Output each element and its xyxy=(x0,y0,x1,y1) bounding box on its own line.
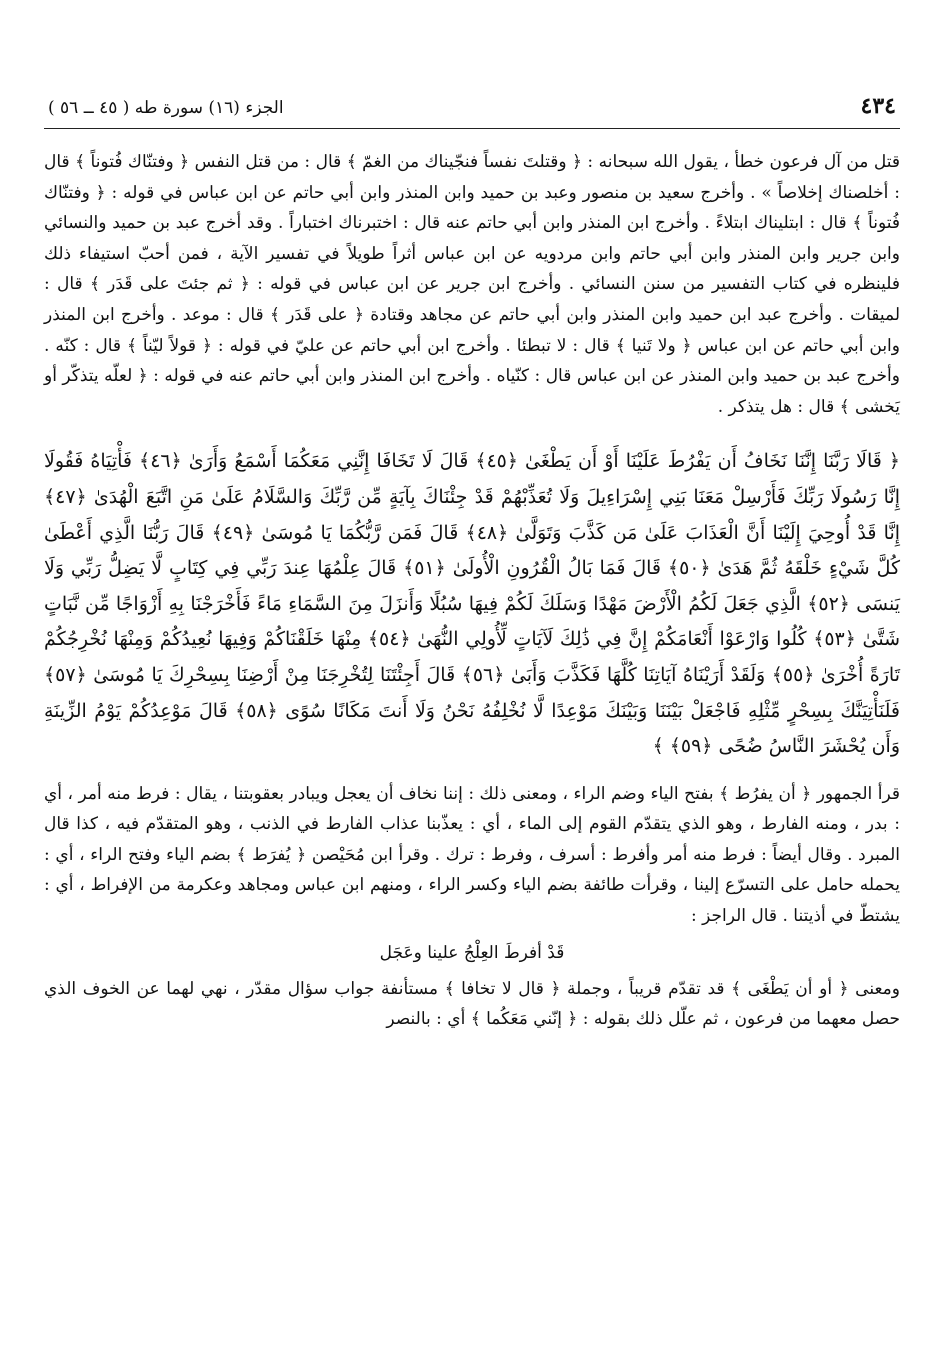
page-number: ٤٣٤ xyxy=(860,93,896,119)
quran-verses xyxy=(44,444,900,764)
poetry-verse: قَدْ أفرطَ العِلْجُ علينا وعَجَل xyxy=(379,942,565,963)
quran-text: ﴿ قَالَا رَبَّنَا إِنَّنَا نَخَافُ أَن يَفْرُطَ عَلَيْنَا أَوْ أَن يَطْغَىٰ ﴿٤٥﴾ قَالَ لَا تَخَافَا إِنَّنِي مَعَكُمَا أَسْمَعُ وَأَرَىٰ ﴿٤٦﴾ فَأْتِيَاهُ فَقُولَا إِنَّا رَسُولَا رَبِّكَ فَأَرْسِلْ مَعَنَا بَنِي إِسْرَاءِيلَ وَلَا تُعَذِّبْهُمْ قَدْ جِئْنَاكَ بِآيَةٍ مِّن رَّبِّكَ وَالسَّلَامُ عَلَىٰ مَنِ اتَّبَعَ الْهُدَىٰ ﴿٤٧﴾ إِنَّا قَدْ أُوحِيَ إِلَيْنَا أَنَّ الْعَذَابَ عَلَىٰ مَن كَذَّبَ وَتَوَلَّىٰ ﴿٤٨﴾ قَالَ فَمَن رَّبُّكُمَا يَا مُوسَىٰ ﴿٤٩﴾ قَالَ رَبُّنَا الَّذِي أَعْطَىٰ كُلَّ شَيْءٍ خَلْقَهُ ثُمَّ هَدَىٰ ﴿٥٠﴾ قَالَ فَمَا بَالُ الْقُرُونِ الْأُولَىٰ ﴿٥١﴾ قَالَ عِلْمُهَا عِندَ رَبِّي فِي كِتَابٍ لَّا يَضِلُّ رَبِّي وَلَا يَنسَى ﴿٥٢﴾ الَّذِي جَعَلَ لَكُمُ الْأَرْضَ مَهْدًا وَسَلَكَ لَكُمْ فِيهَا سُبُلًا وَأَنزَلَ مِنَ السَّمَاءِ مَاءً فَأَخْرَجْنَا بِهِ أَزْوَاجًا مِّن نَّبَاتٍ شَتَّىٰ ﴿٥٣﴾ كُلُوا وَارْعَوْا أَنْعَامَكُمْ إِنَّ فِي ذَٰلِكَ لَآيَاتٍ لِّأُولِي النُّهَىٰ ﴿٥٤﴾ مِنْهَا خَلَقْنَاكُمْ وَفِيهَا نُعِيدُكُمْ وَمِنْهَا نُخْرِجُكُمْ تَارَةً أُخْرَىٰ ﴿٥٥﴾ وَلَقَدْ أَرَيْنَاهُ آيَاتِنَا كُلَّهَا فَكَذَّبَ وَأَبَىٰ ﴿٥٦﴾ قَالَ أَجِئْتَنَا لِتُخْرِجَنَا مِنْ أَرْضِنَا بِسِحْرِكَ يَا مُوسَىٰ ﴿٥٧﴾ فَلَنَأْتِيَنَّكَ بِسِحْرٍ مِّثْلِهِ فَاجْعَلْ بَيْنَنَا وَبَيْنَكَ مَوْعِدًا لَّا نُخْلِفُهُ نَحْنُ وَلَا أَنتَ مَكَانًا سُوًى ﴿٥٨﴾ قَالَ مَوْعِدُكُمْ يَوْمُ الزِّينَةِ وَأَن يُحْشَرَ النَّاسُ ضُحًى ﴿٥٩﴾ ﴾ xyxy=(44,450,901,758)
tafsir-top-text xyxy=(44,147,900,422)
commentary-end-text xyxy=(44,974,900,1035)
chapter-info: الجزء (١٦) سورة طه ( ٤٥ ــ ٥٦ ) xyxy=(48,98,284,118)
running-head xyxy=(44,92,900,122)
commentary-text xyxy=(44,779,900,932)
commentary-end-paragraph: ومعنى ﴿ أو أن يَطْغَى ﴾ قد تقدّم قريباً ، وجملة ﴿ قال لا تخافا ﴾ مستأنفة جواب سؤال مقدّر ، نهي لهما عن الخوف الذي حصل معهما من فرعون ، ثم علّل ذلك بقوله : ﴿ إنّني مَعَكُما ﴾ أي : بالنصر xyxy=(44,978,900,1030)
book-page xyxy=(44,92,900,1351)
header-divider xyxy=(44,128,900,129)
tafsir-paragraph: قتل من آل فرعون خطأ ، يقول الله سبحانه : ﴿ وقتلتَ نفساً فنجّيناك من الغمّ ﴾ قال : من قتل النفس ﴿ وفتنّاك فُتوناً ﴾ قال : أخلصناك إخلاصاً » . وأخرج سعيد بن منصور وعبد بن حميد وابن المنذر وابن أبي حاتم عن ابن عباس في قوله : ﴿ وفتنّاك فُتوناً ﴾ قال : ابتليناك ابتلاءً . وأخرج ابن المنذر وابن أبي حاتم عنه قال : اختبرناك اختباراً . وقد أخرج عبد بن حميد والنسائي وابن جرير وابن المنذر وابن أبي حاتم وابن مردويه عن ابن عباس أثراً طويلاً في تفسير الآية ، فمن أحبّ استيفاء ذلك فلينظره في كتاب التفسير من سنن النسائي . وأخرج ابن جرير عن ابن عباس في قوله : ﴿ ثم جئتَ على قَدَر ﴾ قال : لميقات . وأخرج عبد ابن حميد وابن المنذر وابن أبي حاتم عن مجاهد وقتادة ﴿ على قَدَر ﴾ قال : موعد . وأخرج ابن المنذر وابن أبي حاتم عن ابن عباس ﴿ ولا تَنيا ﴾ قال : لا تبطئا . وأخرج ابن أبي حاتم عن عليّ في قوله : ﴿ قولاً ليّناً ﴾ قال : كنّه . وأخرج عبد بن حميد وابن المنذر عن ابن عباس قال : كنّياه . وأخرج ابن المنذر وابن أبي حاتم عنه في قوله : ﴿ لعلّه يتذكّر أو يَخشى ﴾ قال : هل يتذكر . xyxy=(44,152,900,417)
commentary-paragraph: قرأ الجمهور ﴿ أن يفرُط ﴾ بفتح الياء وضم الراء ، ومعنى ذلك : إننا نخاف أن يعجل ويبادر بعقوبتنا ، يقال : فرط منه أمر ، أي : بدر ، ومنه الفارط ، وهو الذي يتقدّم القوم إلى الماء ، أي : يعذّبنا عذاب الفارط في الذنب ، وهو المتقدّم فيه ، كذا قال المبرد . وقال أيضاً : فرط منه أمر وأفرط : أسرف ، وفرط : ترك . وقرأ ابن مُحَيْصن ﴿ يُفرَط ﴾ بضم الياء وفتح الراء ، أي : يحمله حامل على التسرّع إلينا ، وقرأت طائفة بضم الياء وكسر الراء ، ومنهم ابن عباس ومجاهد وعكرمة من الإفراط ، أي : يشتطّ في أذيتنا . قال الراجز : xyxy=(44,783,900,927)
